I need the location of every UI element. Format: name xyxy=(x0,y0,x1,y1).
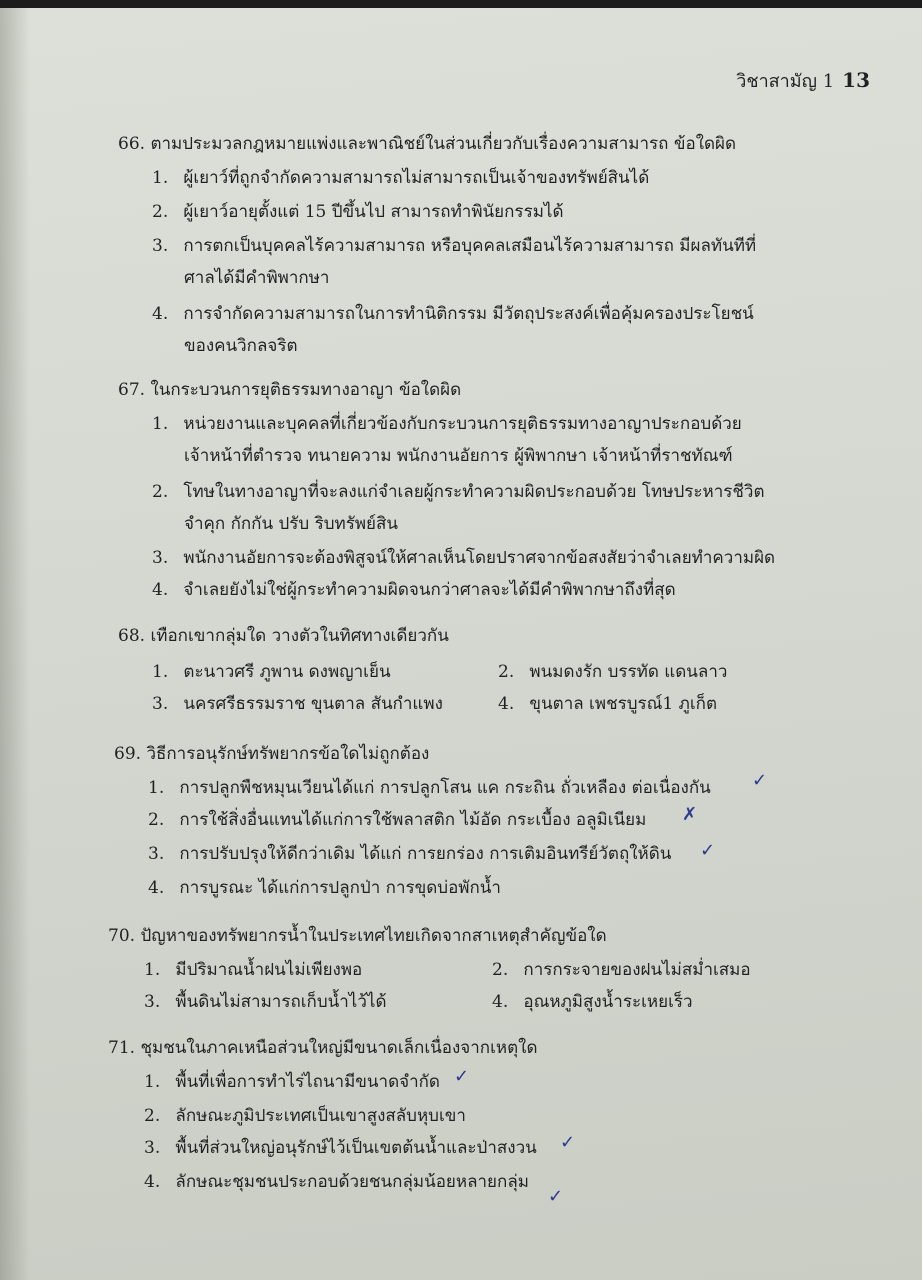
option-1[interactable]: 1. ผู้เยาว์ที่ถูกจำกัดความสามารถไม่สามารถเป็นเจ้าของทรัพย์สินได้ xyxy=(152,168,650,188)
question-stem: 69. วิธีการอนุรักษ์ทรัพยากรข้อใดไม่ถูกต้อง xyxy=(114,744,430,764)
handwritten-check-mark: ✓ xyxy=(548,1186,564,1207)
option-1[interactable]: 1. มีปริมาณน้ำฝนไม่เพียงพอ xyxy=(144,960,363,980)
question-stem: 68. เทือกเขากลุ่มใด วางตัวในทิศทางเดียวกัน xyxy=(118,626,449,646)
option-1[interactable]: 1. การปลูกพืชหมุนเวียนได้แก่ การปลูกโสน แค กระถิน ถั่วเหลือง ต่อเนื่องกัน xyxy=(148,778,711,798)
option-4[interactable]: 4. การจำกัดความสามารถในการทำนิติกรรม มีวัตถุประสงค์เพื่อคุ้มครองประโยชน์ xyxy=(152,304,754,324)
handwritten-check-mark: ✓ xyxy=(560,1132,576,1153)
option-1-continuation: เจ้าหน้าที่ตำรวจ ทนายความ พนักงานอัยการ ผู้พิพากษา เจ้าหน้าที่ราชทัณฑ์ xyxy=(184,446,733,466)
option-3[interactable]: 3. พื้นที่ส่วนใหญ่อนุรักษ์ไว้เป็นเขตต้นน้ำและป่าสงวน xyxy=(144,1138,537,1158)
question-number: 67. xyxy=(118,380,146,400)
question-number: 71. xyxy=(108,1038,136,1058)
page-header xyxy=(736,66,870,95)
option-3[interactable]: 3. การตกเป็นบุคคลไร้ความสามารถ หรือบุคคลเสมือนไร้ความสามารถ มีผลทันทีที่ xyxy=(152,236,757,256)
option-4-continuation: ของคนวิกลจริต xyxy=(184,336,298,356)
page-number: 13 xyxy=(842,68,870,92)
question-number: 69. xyxy=(114,744,142,764)
option-3[interactable]: 3. พนักงานอัยการจะต้องพิสูจน์ให้ศาลเห็นโดยปราศจากข้อสงสัยว่าจำเลยทำความผิด xyxy=(152,548,776,568)
handwritten-cross-mark: ✗ xyxy=(682,804,698,825)
option-2[interactable]: 2. โทษในทางอาญาที่จะลงแก่จำเลยผู้กระทำความผิดประกอบด้วย โทษประหารชีวิต xyxy=(152,482,765,502)
handwritten-check-mark: ✓ xyxy=(454,1066,470,1087)
option-3[interactable]: 3. การปรับปรุงให้ดีกว่าเดิม ได้แก่ การยกร่อง การเติมอินทรีย์วัตถุให้ดิน xyxy=(148,844,672,864)
subject-label: วิชาสามัญ 1 xyxy=(736,71,835,92)
option-2[interactable]: 2. พนมดงรัก บรรทัด แดนลาว xyxy=(498,662,728,682)
handwritten-check-mark: ✓ xyxy=(752,770,768,791)
option-2-continuation: จำคุก กักกัน ปรับ ริบทรัพย์สิน xyxy=(184,514,399,534)
question-number: 68. xyxy=(118,626,146,646)
option-2[interactable]: 2. ผู้เยาว์อายุตั้งแต่ 15 ปีขึ้นไป สามารถทำพินัยกรรมได้ xyxy=(152,202,564,222)
question-number: 66. xyxy=(118,134,146,154)
handwritten-check-mark: ✓ xyxy=(700,840,716,861)
option-4[interactable]: 4. ลักษณะชุมชนประกอบด้วยชนกลุ่มน้อยหลายกลุ่ม xyxy=(144,1172,529,1192)
question-stem: 66. ตามประมวลกฎหมายแพ่งและพาณิชย์ในส่วนเกี่ยวกับเรื่องความสามารถ ข้อใดผิด xyxy=(118,134,737,154)
question-stem: 70. ปัญหาของทรัพยากรน้ำในประเทศไทยเกิดจากสาเหตุสำคัญข้อใด xyxy=(108,926,607,946)
exam-page xyxy=(0,8,922,1280)
option-1[interactable]: 1. หน่วยงานและบุคคลที่เกี่ยวข้องกับกระบวนการยุติธรรมทางอาญาประกอบด้วย xyxy=(152,414,742,434)
option-4[interactable]: 4. การบูรณะ ได้แก่การปลูกป่า การขุดบ่อพักน้ำ xyxy=(148,878,501,898)
option-4[interactable]: 4. อุณหภูมิสูงน้ำระเหยเร็ว xyxy=(492,992,693,1012)
option-2[interactable]: 2. ลักษณะภูมิประเทศเป็นเขาสูงสลับหุบเขา xyxy=(144,1106,466,1126)
option-2[interactable]: 2. การใช้สิ่งอื่นแทนได้แก่การใช้พลาสติก ไม้อัด กระเบื้อง อลูมิเนียม xyxy=(148,810,647,830)
option-3[interactable]: 3. พื้นดินไม่สามารถเก็บน้ำไว้ได้ xyxy=(144,992,387,1012)
question-stem: 71. ชุมชนในภาคเหนือส่วนใหญ่มีขนาดเล็กเนื่องจากเหตุใด xyxy=(108,1038,538,1058)
option-1[interactable]: 1. พื้นที่เพื่อการทำไร่ไถนามีขนาดจำกัด xyxy=(144,1072,440,1092)
question-number: 70. xyxy=(108,926,136,946)
question-stem: 67. ในกระบวนการยุติธรรมทางอาญา ข้อใดผิด xyxy=(118,380,462,400)
option-3-continuation: ศาลได้มีคำพิพากษา xyxy=(184,268,330,288)
option-4[interactable]: 4. จำเลยยังไม่ใช่ผู้กระทำความผิดจนกว่าศาลจะได้มีคำพิพากษาถึงที่สุด xyxy=(152,580,676,600)
option-2[interactable]: 2. การกระจายของฝนไม่สม่ำเสมอ xyxy=(492,960,751,980)
option-4[interactable]: 4. ขุนตาล เพชรบูรณ์1 ภูเก็ต xyxy=(498,694,718,714)
option-3[interactable]: 3. นครศรีธรรมราช ขุนตาล สันกำแพง xyxy=(152,694,443,714)
option-1[interactable]: 1. ตะนาวศรี ภูพาน ดงพญาเย็น xyxy=(152,662,391,682)
